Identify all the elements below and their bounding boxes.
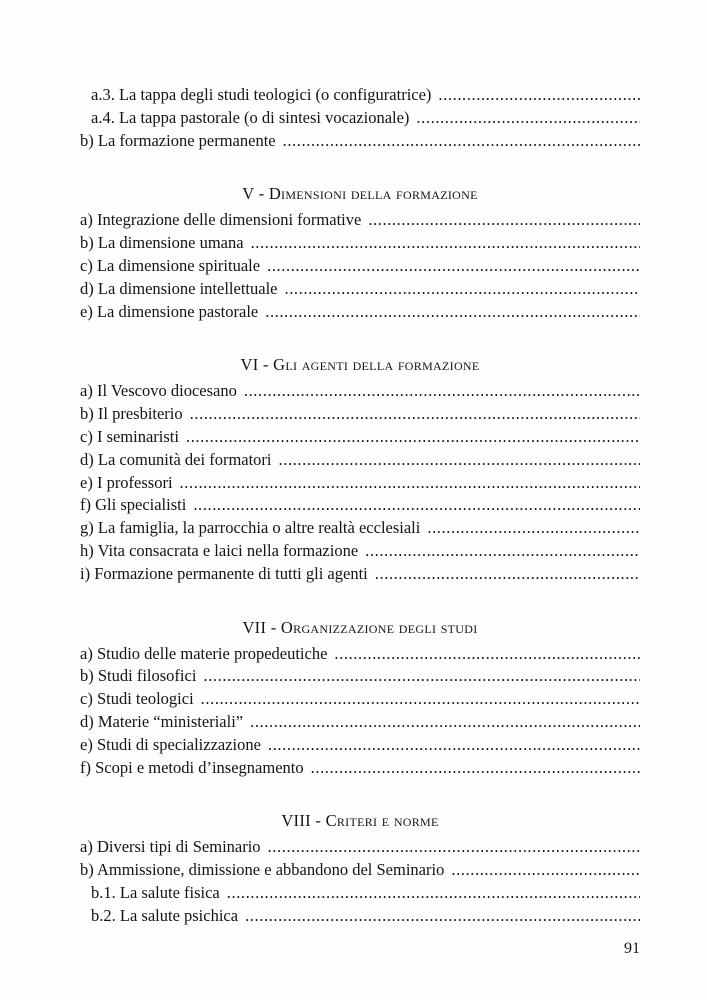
section-title: Dimensioni della formazione [268,184,478,204]
section-numeral: VIII - [281,811,326,831]
toc-entry-label: d) Materie “ministeriali” [80,711,244,731]
toc-leader-dots [427,517,640,540]
toc-entry-label: e) La dimensione pastorale [80,301,259,321]
section-heading [80,182,640,205]
toc-entry [80,426,640,449]
toc-entry [80,84,640,107]
toc-entry-label: a.3. La tappa degli studi teologici (o configuratrice) [91,85,432,104]
toc-entry-label: h) Vita consacrata e laici nella formazione [80,540,359,560]
toc-entry-label: a.4. La tappa pastorale (o di sintesi vocazionale) [91,107,410,127]
toc-leader-dots [203,665,640,688]
toc-entry-label: c) La dimensione spirituale [80,255,261,275]
toc-leader-dots [245,905,640,928]
toc-entry [80,403,640,426]
toc-leader-dots [265,301,640,324]
toc-entry [80,540,640,563]
toc-entry-label: f) Scopi e metodi d’insegnamento [80,757,304,777]
toc-entry [80,836,640,859]
toc-entry [80,882,640,905]
toc-section [80,353,640,585]
section-title: Criteri e norme [325,811,439,831]
toc-leader-dots [451,859,640,882]
toc-entry-label: b.1. La salute fisica [91,882,220,902]
toc-leader-dots [416,107,640,130]
section-items [80,643,640,780]
section-numeral: VI - [240,355,274,375]
toc-leader-dots [227,882,640,905]
toc-leader-dots [250,711,640,734]
toc-entry-label: d) La comunità dei formatori [80,449,272,469]
toc-entry-label: b) La dimensione umana [80,233,244,253]
toc-entry-label: d) La dimensione intellettuale [80,278,278,298]
toc-entry-label: e) I professori [80,472,173,492]
toc-leader-dots [283,130,640,153]
section-items [80,380,640,585]
toc-entry [80,494,640,517]
toc-entry-label: f) Gli specialisti [80,495,187,515]
toc-entry [80,301,640,324]
toc-entry [80,688,640,711]
toc-entry [80,209,640,232]
section-heading [80,353,640,376]
toc-leader-dots [244,380,640,403]
toc-entry-label: c) Studi teologici [80,689,194,709]
table-of-contents [80,84,640,928]
toc-leader-dots [201,688,640,711]
toc-entry-label: i) Formazione permanente di tutti gli agenti [80,563,368,583]
toc-entry-label: c) I seminaristi [80,426,179,446]
toc-entry-label: b) Ammissione, dimissione e abbandono del Seminario [80,860,445,880]
toc-leader-dots [334,643,640,666]
toc-leader-dots [279,449,640,472]
toc-leader-dots [365,540,640,563]
toc-entry-label: e) Studi di specializzazione [80,734,261,754]
toc-entry [80,449,640,472]
toc-entry [80,563,640,586]
section-heading [80,809,640,832]
toc-entry [80,859,640,882]
section-items [80,84,640,152]
toc-entry [80,757,640,780]
section-title: Organizzazione degli studi [280,617,478,637]
toc-section [80,809,640,927]
toc-leader-dots [180,472,640,495]
toc-leader-dots [193,494,640,517]
toc-leader-dots [368,209,640,232]
toc-leader-dots [190,403,640,426]
toc-entry [80,517,640,540]
toc-leader-dots [438,84,640,107]
toc-entry-label: a) Integrazione delle dimensioni formative [80,210,362,230]
section-numeral: VII - [242,617,281,637]
toc-entry [80,255,640,278]
toc-leader-dots [268,836,640,859]
toc-entry [80,472,640,495]
toc-entry [80,905,640,928]
page-number: 91 [624,939,640,957]
toc-entry [80,734,640,757]
toc-section [80,182,640,323]
toc-section [80,84,640,152]
toc-leader-dots [251,232,640,255]
toc-entry-label: a) Diversi tipi di Seminario [80,837,261,857]
toc-entry [80,107,640,130]
toc-leader-dots [375,563,640,586]
toc-entry-label: b) Studi filosofici [80,666,197,686]
toc-entry-label: g) La famiglia, la parrocchia o altre realtà ecclesiali [80,518,421,538]
toc-entry-label: b) La formazione permanente [80,130,276,150]
toc-entry-label: b.2. La salute psichica [91,905,239,925]
toc-entry [80,232,640,255]
section-heading [80,616,640,639]
toc-entry [80,711,640,734]
toc-leader-dots [284,278,640,301]
section-items [80,836,640,927]
toc-section [80,616,640,780]
toc-entry-label: b) Il presbiterio [80,404,183,424]
toc-entry-label: a) Il Vescovo diocesano [80,381,237,401]
section-numeral: V - [242,184,269,204]
toc-leader-dots [186,426,640,449]
toc-leader-dots [268,734,640,757]
toc-entry [80,643,640,666]
toc-entry-label: a) Studio delle materie propedeutiche [80,643,328,663]
section-items [80,209,640,323]
toc-entry [80,665,640,688]
toc-leader-dots [267,255,640,278]
section-title: Gli agenti della formazione [273,355,480,375]
toc-entry [80,380,640,403]
toc-leader-dots [311,757,640,780]
toc-entry [80,278,640,301]
toc-entry [80,130,640,153]
